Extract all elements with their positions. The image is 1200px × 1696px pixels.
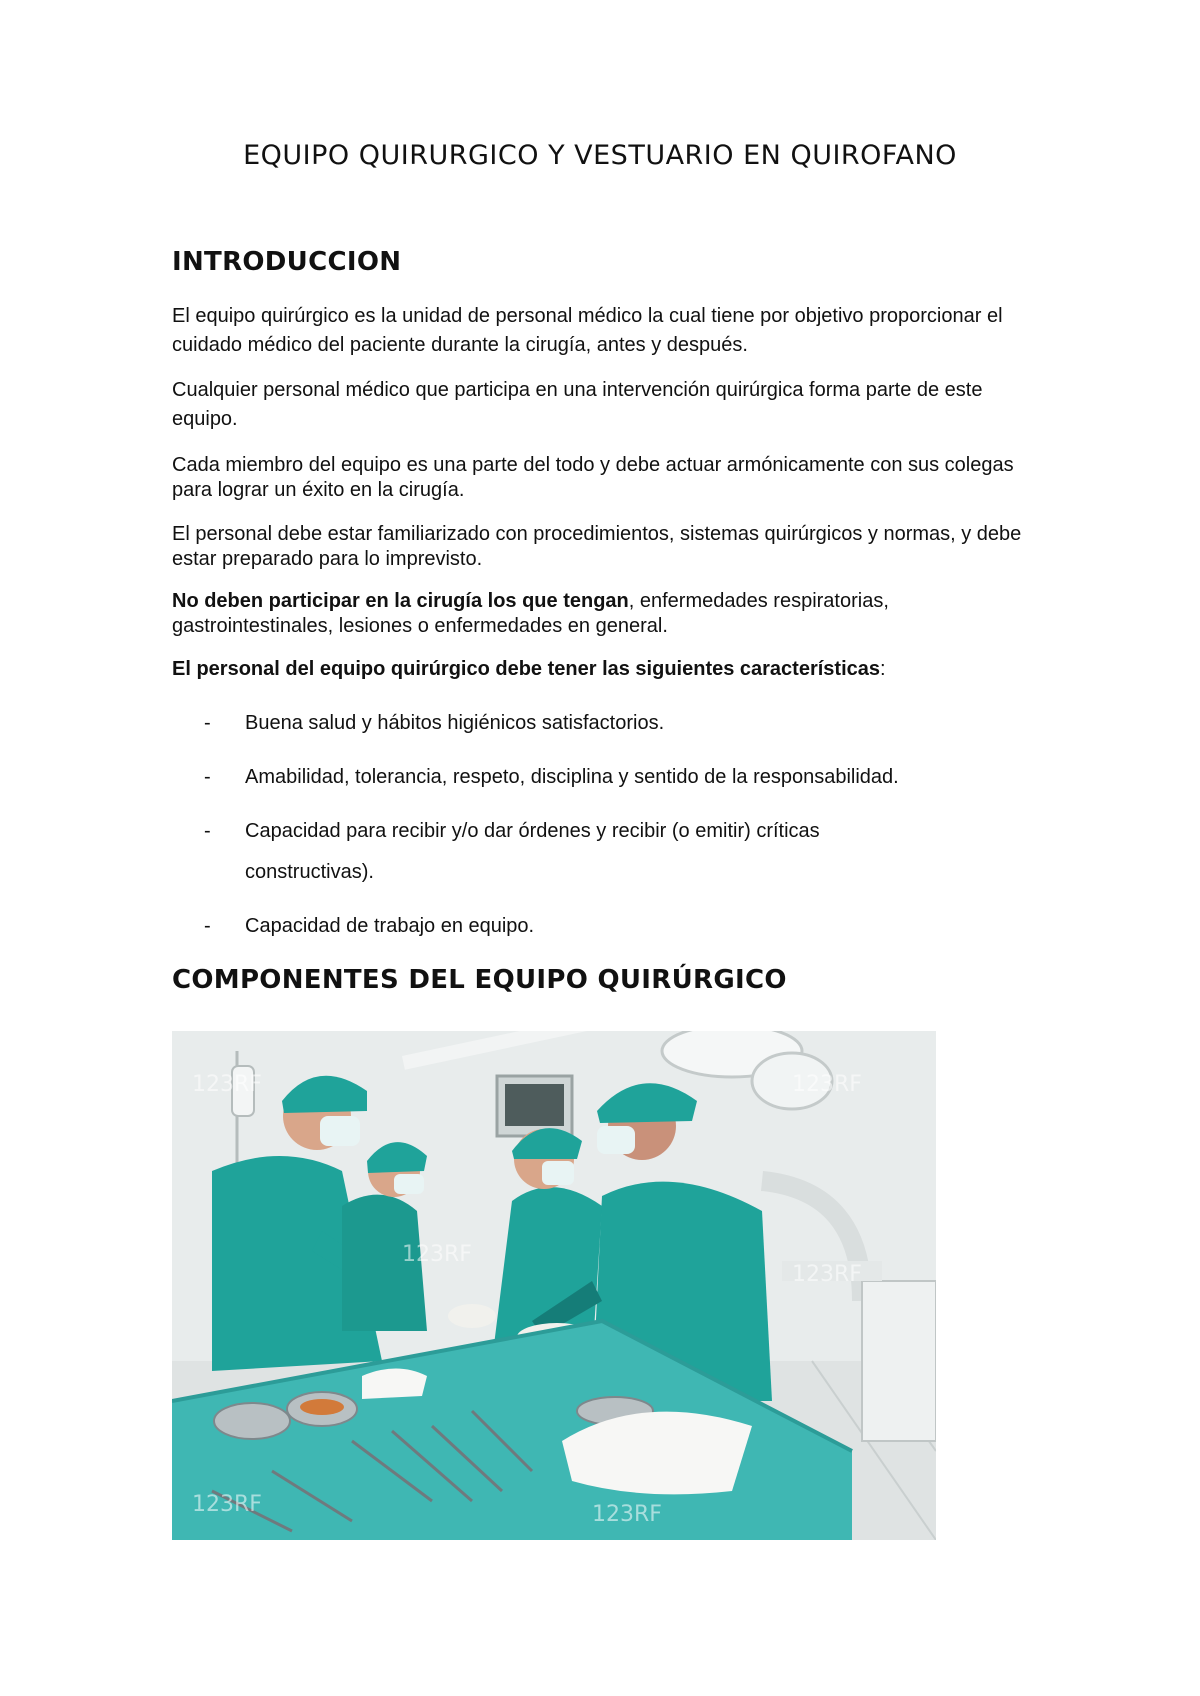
paragraph-intro-definition: El equipo quirúrgico es la unidad de personal médico la cual tiene por objetivo proporcionar el cuidado médico del paciente durante la cirugía, antes y después. bbox=[172, 305, 1003, 356]
list-item-text: Capacidad para recibir y/o dar órdenes y recibir (o emitir) críticas constructivas). bbox=[245, 820, 820, 883]
watermark-text: 123RF bbox=[192, 1492, 262, 1517]
paragraph-characteristics-intro bbox=[172, 657, 1042, 682]
exclusions-rest: , enfermedades respiratorias, gastrointestinales, lesiones o enfermedades en general. bbox=[172, 590, 889, 637]
watermark-text: 123RF bbox=[592, 1502, 662, 1527]
list-item bbox=[172, 757, 1042, 798]
list-item-text: Capacidad de trabajo en equipo. bbox=[245, 915, 535, 937]
watermark-text: 123RF bbox=[192, 1072, 262, 1097]
list-item bbox=[172, 811, 932, 893]
list-item bbox=[172, 703, 1042, 744]
list-item-text: Buena salud y hábitos higiénicos satisfactorios. bbox=[245, 712, 665, 734]
paragraph-intro-participants: Cualquier personal médico que participa en una intervención quirúrgica forma parte de este equipo. bbox=[172, 379, 983, 430]
paragraph-intro-familiarity: El personal debe estar familiarizado con procedimientos, sistemas quirúrgicos y normas, y debe estar preparado para lo imprevisto. bbox=[172, 523, 1022, 570]
characteristics-colon: : bbox=[880, 658, 886, 680]
exclusions-bold-lead: No deben participar en la cirugía los que tengan bbox=[172, 590, 629, 612]
surgical-team-illustration bbox=[172, 1031, 936, 1540]
paragraph-intro-members: Cada miembro del equipo es una parte del todo y debe actuar armónicamente con sus colegas para lograr un éxito en la cirugía. bbox=[172, 454, 1014, 501]
watermark-text: 123RF bbox=[792, 1072, 862, 1097]
characteristics-bold-lead: El personal del equipo quirúrgico debe tener las siguientes características bbox=[172, 658, 881, 680]
list-dash: - bbox=[204, 915, 211, 937]
monitor bbox=[497, 1076, 572, 1136]
watermark-text: 123RF bbox=[792, 1262, 862, 1287]
list-dash: - bbox=[204, 712, 211, 734]
document-title: EQUIPO QUIRURGICO Y VESTUARIO EN QUIROFANO bbox=[243, 140, 957, 171]
list-item bbox=[172, 906, 1042, 947]
introduction-heading: INTRODUCCION bbox=[172, 247, 402, 277]
watermark-text: 123RF bbox=[402, 1242, 472, 1267]
paragraph-exclusions bbox=[172, 589, 1042, 639]
list-item-text: Amabilidad, tolerancia, respeto, disciplina y sentido de la responsabilidad. bbox=[245, 766, 899, 788]
list-dash: - bbox=[204, 766, 211, 788]
components-heading: COMPONENTES DEL EQUIPO QUIRÚRGICO bbox=[172, 965, 787, 995]
list-dash: - bbox=[204, 820, 211, 842]
surgical-team-photo bbox=[172, 1031, 936, 1540]
